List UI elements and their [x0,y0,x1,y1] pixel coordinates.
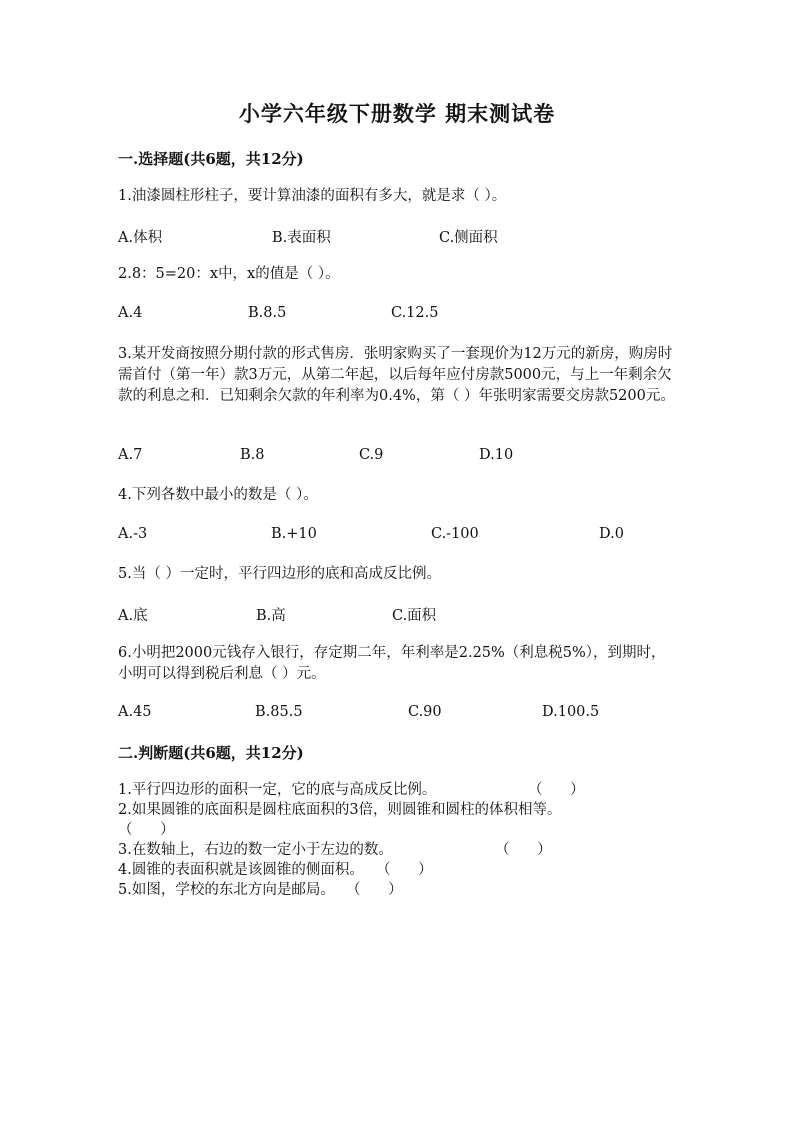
option: C.-100 [431,526,479,542]
option: C.12.5 [391,305,439,321]
option-row [118,447,678,467]
question-text: 3.某开发商按照分期付款的形式售房．张明家购买了一套现价为12万元的新房，购房时需首付（第一年）款3万元，从第二年起，以后每年应付房款5000元，与上一年剩余欠款的利息之和．已知剩余欠款的年利率为0.4%，第（ ）年张明家需要交房款5200元。 [118,346,675,404]
item-text: 3.在数轴上，右边的数一定小于左边的数。 [118,842,393,858]
option-row [118,526,678,546]
option-row [118,305,678,325]
option: D.10 [479,447,514,463]
list-item-continuation [118,820,678,840]
page-title: 小学六年级下册数学 期末测试卷 [238,101,556,126]
option: B.表面积 [272,230,331,246]
option: D.0 [599,526,624,542]
list-item [118,860,678,880]
question-text: 1.油漆圆柱形柱子，要计算油漆的面积有多大，就是求（ ）。 [118,188,507,204]
list-item [118,800,678,820]
section-heading-choice: 一.选择题(共6题，共12分) [118,150,304,168]
option: D.100.5 [542,704,600,720]
item-text: 5.如图，学校的东北方向是邮局。 [118,882,335,898]
option: A.-3 [118,526,148,542]
option: A.体积 [118,230,163,246]
option-row [118,604,678,624]
question-text: 4.下列各数中最小的数是（ ）。 [118,487,318,503]
question-text: 5.当（ ）一定时，平行四边形的底和高成反比例。 [118,566,441,582]
answer-bracket: （ ） [346,882,403,898]
option: C.9 [359,447,384,463]
section-heading-truefalse: 二.判断题(共6题，共12分) [118,744,304,762]
option: B.8.5 [248,305,287,321]
option: C.面积 [392,608,437,624]
answer-bracket: （ ） [376,862,433,878]
truefalse-list [118,780,678,900]
option: C.90 [408,704,442,720]
item-text: 4.圆锥的表面积就是该圆锥的侧面积。 [118,862,364,878]
option: B.8 [240,447,265,463]
option-row [118,226,678,246]
list-item [118,840,678,860]
option: A.7 [118,447,143,463]
option: B.+10 [271,526,317,542]
option: B.85.5 [255,704,303,720]
option: A.底 [118,608,148,624]
option: B.高 [256,608,286,624]
item-text: 1.平行四边形的面积一定，它的底与高成反比例。 [118,782,437,798]
option-row [118,704,678,724]
option: A.4 [118,305,143,321]
item-text: 2.如果圆锥的底面积是圆柱底面积的3倍，则圆锥和圆柱的体积相等。 [118,802,562,818]
answer-bracket: （ ） [118,822,175,838]
question-text: 6.小明把2000元钱存入银行，存定期二年，年利率是2.25%（利息税5%），到期时，小明可以得到税后利息（ ）元。 [118,645,666,682]
answer-bracket: （ ） [495,842,552,858]
question-text: 2.8：5=20：x中，x的值是（ ）。 [118,266,340,282]
answer-bracket: （ ） [528,782,585,798]
list-item [118,880,678,900]
option: C.侧面积 [439,230,498,246]
option: A.45 [118,704,152,720]
list-item [118,780,678,800]
